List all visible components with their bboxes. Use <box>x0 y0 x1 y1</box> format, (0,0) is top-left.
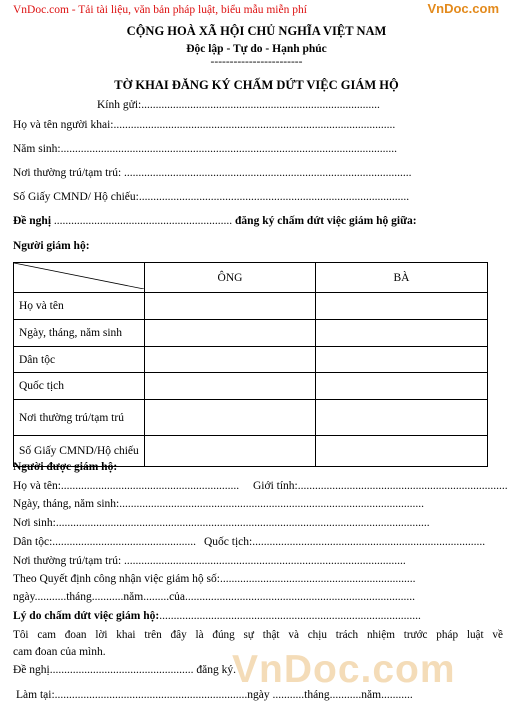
ward-ethnicity-line: Dân tộc:.................................................. <box>13 536 197 548</box>
diagonal-line <box>14 263 144 289</box>
column-ba: BÀ <box>316 263 488 293</box>
cell-ba-name[interactable] <box>316 293 488 320</box>
ward-birthdate-line: Ngày, tháng, năm sinh:.......................................................................................................... <box>13 498 425 510</box>
cell-ba-id[interactable] <box>316 436 488 467</box>
request-tail: đăng ký chấm dứt việc giám hộ giữa: <box>235 215 417 227</box>
declarant-residence-line: Nơi thường trú/tạm trú: .................................................................................................... <box>13 167 412 179</box>
footer-request-line: Đề nghị.................................................. đăng ký. <box>13 664 236 676</box>
decision-date-line: ngày...........tháng...........năm.........của................................................................................ <box>13 591 416 603</box>
signing-place-date-line: Làm tại:...................................................................ngày ...........tháng...........năm........... <box>16 689 413 701</box>
form-title: TỜ KHAI ĐĂNG KÝ CHẤM DỨT VIỆC GIÁM HỘ <box>114 78 399 92</box>
motto-rule: ------------------------ <box>210 56 303 68</box>
cell-ba-ethnicity[interactable] <box>316 347 488 373</box>
vndoc-watermark: VnDoc.com <box>232 648 456 691</box>
vndoc-logo: VnDoc.com <box>427 1 499 16</box>
row-label-residence: Nơi thường trú/tạm trú <box>14 400 145 436</box>
cell-ba-residence[interactable] <box>316 400 488 436</box>
ward-nationality-line: Quốc tịch:................................................................................. <box>204 536 486 548</box>
ward-name-line: Họ và tên:.............................................................. <box>13 480 240 492</box>
cell-ong-birthdate[interactable] <box>145 320 316 347</box>
reason-dots: ........................................................................................... <box>159 610 421 622</box>
motto: Độc lập - Tự do - Hạnh phúc <box>186 43 327 55</box>
pledge-line-1: Tôi cam đoan lời khai trên đây là đúng sự thật và chịu trách nhiệm trước pháp luật về <box>13 629 503 641</box>
cell-ong-name[interactable] <box>145 293 316 320</box>
row-label-name: Họ và tên <box>14 293 145 320</box>
declarant-id-line: Số Giấy CMND/ Hộ chiếu:.............................................................................................. <box>13 191 410 203</box>
reason-label: Lý do chấm dứt việc giám hộ: <box>13 610 160 622</box>
request-line <box>13 215 417 227</box>
cell-ong-residence[interactable] <box>145 400 316 436</box>
row-label-ethnicity: Dân tộc <box>14 347 145 373</box>
decision-number-line: Theo Quyết định công nhận việc giám hộ số:.................................................................... <box>13 573 416 585</box>
cell-ba-birthdate[interactable] <box>316 320 488 347</box>
ward-gender-line: Giới tính:......................................................................... <box>253 480 508 492</box>
pledge-line-2: cam đoan của mình. <box>13 646 106 658</box>
row-label-id: Số Giấy CMND/Hộ chiếu <box>14 436 145 467</box>
row-label-nationality: Quốc tịch <box>14 373 145 400</box>
ward-residence-line: Nơi thường trú/tạm trú: .................................................................................................. <box>13 555 406 567</box>
column-ong: ÔNG <box>145 263 316 293</box>
ward-heading: Người được giám hộ: <box>13 461 118 473</box>
table-row <box>14 400 488 436</box>
country-name: CỘNG HOÀ XÃ HỘI CHỦ NGHĨA VIỆT NAM <box>126 24 387 38</box>
diagonal-cell <box>14 263 145 293</box>
table-row <box>14 373 488 400</box>
site-tagline: VnDoc.com - Tải tài liệu, văn bản pháp luật, biểu mẫu miễn phí <box>13 4 307 16</box>
table-row <box>14 347 488 373</box>
guardian-heading: Người giám hộ: <box>13 240 90 252</box>
kinh-gui-line: Kính gửi:................................................................................... <box>97 99 380 111</box>
request-dots: .............................................................. <box>51 215 236 227</box>
cell-ong-id[interactable] <box>145 436 316 467</box>
ward-birthplace-line: Nơi sinh:.................................................................................................................................. <box>13 517 430 529</box>
declarant-birth-year-line: Năm sinh:..................................................................................................................... <box>13 143 397 155</box>
cell-ong-nationality[interactable] <box>145 373 316 400</box>
table-row <box>14 293 488 320</box>
cell-ong-ethnicity[interactable] <box>145 347 316 373</box>
row-label-birthdate: Ngày, tháng, năm sinh <box>14 320 145 347</box>
reason-line <box>13 610 421 622</box>
cell-ba-nationality[interactable] <box>316 373 488 400</box>
table-header-row <box>14 263 488 293</box>
table-row <box>14 320 488 347</box>
declarant-name-line: Họ và tên người khai:.................................................................................................. <box>13 119 396 131</box>
guardian-table <box>13 262 488 467</box>
request-label: Đề nghị <box>13 215 52 227</box>
